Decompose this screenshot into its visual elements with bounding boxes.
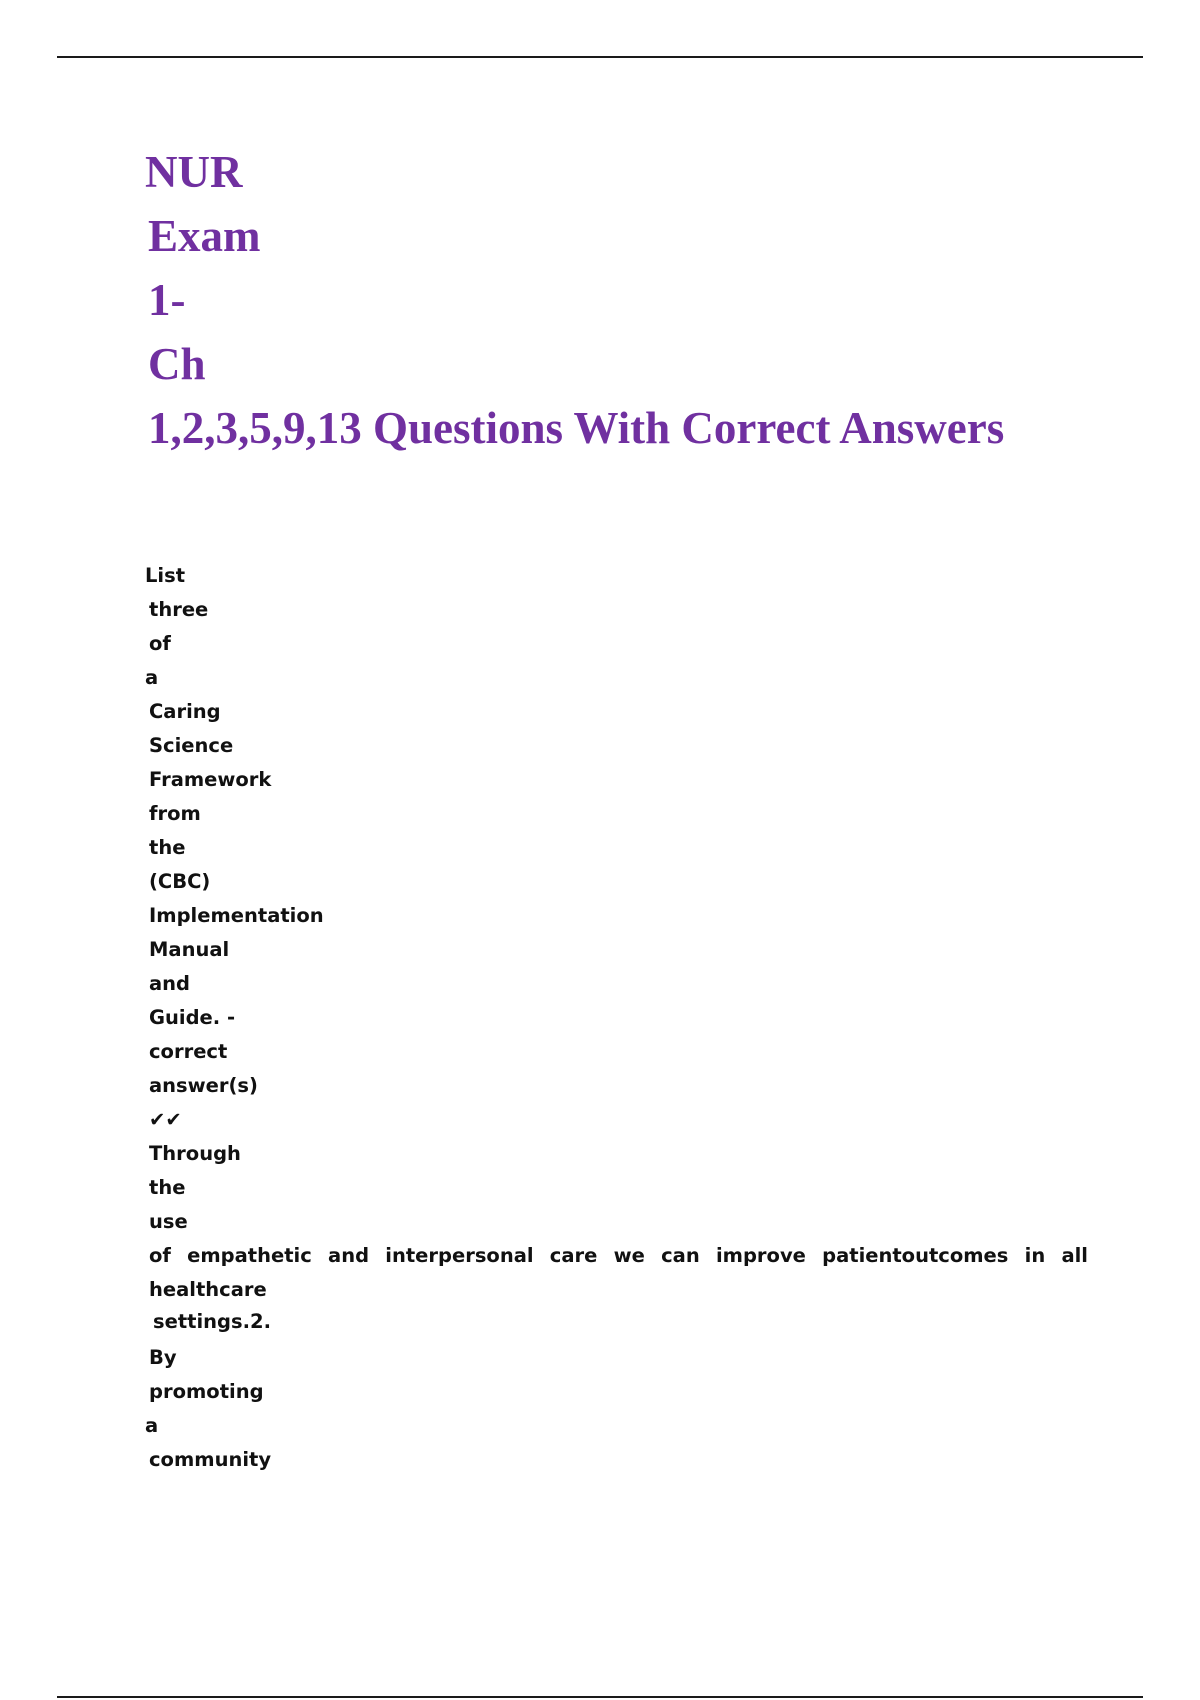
text-line: and bbox=[149, 972, 190, 995]
text-line: Caring bbox=[149, 700, 221, 723]
text-line: promoting bbox=[149, 1380, 264, 1403]
text-line: Science bbox=[149, 734, 234, 757]
text-line: (CBC) bbox=[149, 870, 211, 893]
text-line: use bbox=[149, 1210, 188, 1233]
text-line: three bbox=[149, 598, 209, 621]
bottom-page-rule bbox=[57, 1696, 1143, 1698]
text-line: Manual bbox=[149, 938, 230, 961]
document-title bbox=[145, 140, 1145, 460]
top-page-rule bbox=[57, 56, 1143, 58]
text-line: a bbox=[145, 666, 159, 689]
text-line: Guide. - bbox=[149, 1006, 236, 1029]
text-line: Framework bbox=[149, 768, 272, 791]
question-answer-text bbox=[145, 559, 1088, 1477]
text-line: Through bbox=[149, 1142, 241, 1165]
text-line: answer(s) bbox=[149, 1074, 258, 1097]
text-line: from bbox=[149, 802, 201, 825]
text-line: settings.2. bbox=[153, 1310, 271, 1333]
text-line: a bbox=[145, 1414, 159, 1437]
text-line: the bbox=[149, 836, 186, 859]
text-line: community bbox=[149, 1448, 272, 1471]
text-line: the bbox=[149, 1176, 186, 1199]
title-line: NUR bbox=[145, 147, 243, 197]
title-line: 1,2,3,5,9,13 Questions With Correct Answers bbox=[148, 403, 1005, 453]
title-line: 1- bbox=[148, 275, 186, 325]
text-line: of bbox=[149, 632, 171, 655]
text-line: By bbox=[149, 1346, 177, 1369]
text-line: correct bbox=[149, 1040, 228, 1063]
text-line: of empathetic and interpersonal care we can improve patientoutcomes in all healthcare bbox=[149, 1244, 1088, 1301]
text-line: List bbox=[145, 564, 186, 587]
title-line: Ch bbox=[148, 339, 206, 389]
text-line: Implementation bbox=[149, 904, 324, 927]
title-line: Exam bbox=[148, 211, 261, 261]
checkmark-icon: ✔✔ bbox=[149, 1108, 182, 1131]
